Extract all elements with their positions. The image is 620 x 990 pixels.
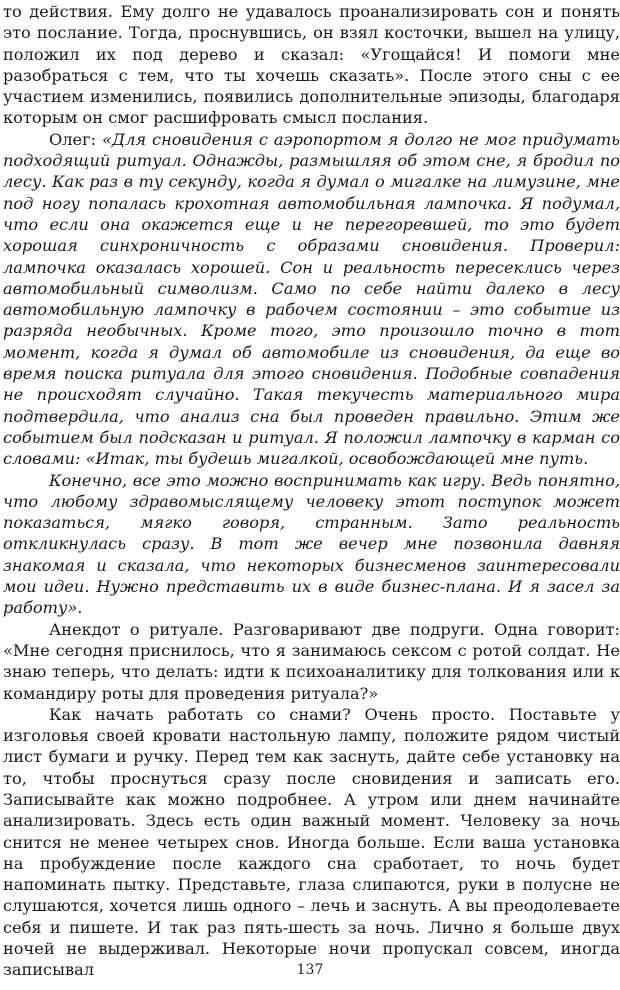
paragraph-game-reflection: Конечно, все это можно воспринимать как игру. Ведь понятно, что любому здравомыслящему человеку этот поступок может показаться, мягко говоря, странным. Зато реальность откликнулась сразу. В тот же вечер мне позвонила давняя знакомая и сказала, что некоторых бизнесменов заинтересовали мои идеи. Нужно представить их в виде бизнес-плана. И я засел за работу». xyxy=(3,470,620,618)
paragraph-how-to-start: Как начать работать со снами? Очень просто. Поставьте у изголовья своей кровати настольную лампу, положите рядом чистый лист бумаги и ручку. Перед тем как заснуть, дайте себе установку на то, чтобы проснуться сразу после сновидения и записать его. Записывайте как можно подробнее. А утром или днем начинайте анализировать. Здесь есть один важный момент. Человеку за ночь снится не менее четырех снов. Иногда больше. Если ваша установка на пробуждение после каждого сна сработает, то ночь будет напоминать пытку. Представьте, глаза слипаются, руки в полусне не слушаются, хочется лишь одного – лечь и заснуть. А вы преодолеваете себя и пишете. И так раз пять-шесть за ночь. Лично я больше двух ночей не выдерживал. Некоторые ночи пропускал совсем, иногда записывал xyxy=(3,704,620,980)
paragraph-ritual-joke: Анекдот о ритуале. Разговаривают две подруги. Одна говорит: «Мне сегодня приснилось, что я занимаюсь сексом с ротой солдат. Не знаю теперь, что делать: идти к психоаналитику для толкования или к командиру роты для проведения ритуала?» xyxy=(3,619,620,703)
paragraph-dream-message: то действия. Ему долго не удавалось проанализировать сон и понять это послание. Тогда, проснувшись, он взял косточки, вышел на улицу, положил их под дерево и сказал: «Угощайся! И помоги мне разобраться с тем, что ты хочешь сказать». После этого сны с ее участием изменились, появились дополнительные эпизоды, благодаря которым он смог расшифровать смысл послания. xyxy=(3,2,620,128)
oleg-quote-text: «Для сновидения с аэропортом я долго не мог придумать подходящий ритуал. Однажды, размышляя об этом сне, я бродил по лесу. Как раз в ту секунду, когда я думал о мигалке на лимузине, мне под ногу попалась крохотная автомобильная лампочка. Я подумал, что если она окажется еще и не перегоревшей, то это будет хорошая синхроничность с образами сновидения. Проверил: лампочка оказалась хорошей. Сон и реальность пересеклись через автомобильный символизм. Само по себе найти далеко в лесу автомобильную лампочку в рабочем состоянии – это событие из разряда необычных. Кроме того, это произошло точно в тот момент, когда я думал об автомобиле из сновидения, да еще во время поиска ритуала для этого сновидения. Подобные совпадения не происходят случайно. Такая текучесть материального мира подтвердила, что анализ сна был проведен правильно. Этим же событием был подсказан и ритуал. Я положил лампочку в карман со словами: «Итак, ты будешь мигалкой, освобождающей мне путь. xyxy=(3,129,620,469)
paragraph-oleg-quote xyxy=(0,129,620,470)
page-number: 137 xyxy=(296,962,324,978)
speaker-label: Олег: xyxy=(49,129,102,149)
